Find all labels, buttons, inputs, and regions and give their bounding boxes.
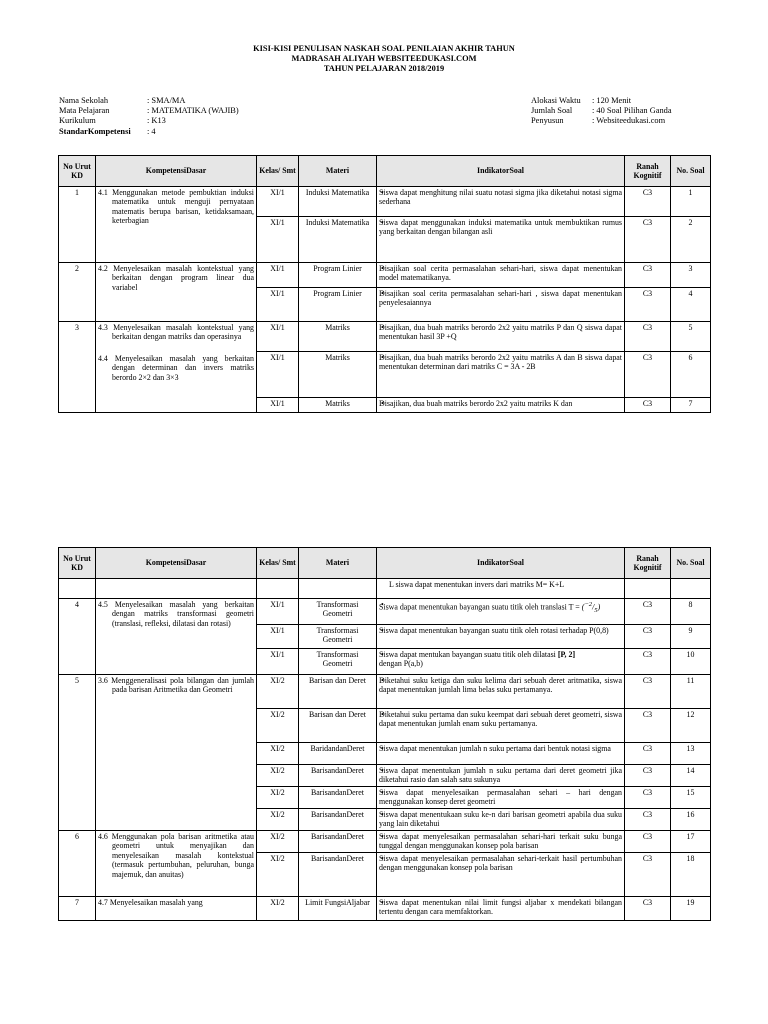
ranah-cell: C3 xyxy=(625,398,671,413)
materi-cell: BarisandanDeret xyxy=(299,831,377,853)
title-line-3: TAHUN PELAJARAN 2018/2019 xyxy=(323,64,445,73)
materi-cell: Transformasi Geometri xyxy=(299,649,377,675)
nosoal-cell: 10 xyxy=(671,649,711,675)
ranah-cell: C3 xyxy=(625,809,671,831)
nosoal-cell: 15 xyxy=(671,787,711,809)
materi-cell: Barisan dan Deret xyxy=(299,675,377,709)
info-row-duration: Alokasi Waktu : 120 Menit xyxy=(531,96,632,105)
info-row-author: Penyusun : Websiteedukasi.com xyxy=(531,116,666,126)
kd-text: 4.7 Menyelesaikan masalah yang xyxy=(96,897,257,921)
nosoal-cell: 13 xyxy=(671,743,711,765)
indikator-cell: • Diketahui suku pertama dan suku keempat dari sebuah deret geometri, siswa dapat menentukan jumlah enam suku pertamanya. xyxy=(377,709,625,743)
kd-text: 3.6 Menggeneralisasi pola bilangan dan jumlah pada barisan Aritmetika dan Geometri xyxy=(96,675,257,831)
dilation-matrix: [P, 2] xyxy=(557,650,576,659)
materi-cell: Transformasi Geometri xyxy=(299,625,377,649)
indikator-cell: • Siswa dapat menentukan bayangan suatu titik oleh rotasi terhadap P(0,8) xyxy=(377,625,625,649)
nosoal-cell: 2 xyxy=(671,217,711,263)
indikator-cell: • Disajikan, dua buah matriks berordo 2x2 yaitu matriks A dan B siswa dapat menentukan determinan dari matriks C = 3A - 2B xyxy=(377,352,625,398)
kd-number: 7 xyxy=(59,897,96,921)
col-header-indikator: IndikatorSoal xyxy=(377,156,625,187)
table-row xyxy=(59,263,711,288)
nosoal-cell: 7 xyxy=(671,398,711,413)
materi-cell: Program Linier xyxy=(299,263,377,288)
kd-number: 4 xyxy=(59,599,96,675)
grid-table-page-2 xyxy=(58,547,711,921)
kd-text: 4.3 Menyelesaikan masalah kontekstual yang berkaitan dengan matriks dan operasinya 4.4 Menyelesaikan masalah yang berkaitan dengan determinan dan invers matriks berordo 2×2 dan 3×3 xyxy=(96,322,257,413)
col-header-materi: Materi xyxy=(299,156,377,187)
table-row xyxy=(59,897,711,921)
col-header-kelas: Kelas/ Smt xyxy=(257,548,299,579)
table-row xyxy=(59,187,711,217)
kelas-cell: XI/1 xyxy=(257,625,299,649)
ranah-cell: C3 xyxy=(625,352,671,398)
materi-cell: Barisan dan Deret xyxy=(299,709,377,743)
exam-info xyxy=(531,96,672,127)
indikator-cell: • Siswa dapat menentukan bayangan suatu titik oleh translasi $T = (^{-2}/_5)$ xyxy=(377,599,625,625)
col-header-ranah: Ranah Kognitif xyxy=(625,548,671,579)
school-info xyxy=(59,96,239,137)
kd-text: 4.6 Menggunakan pola barisan aritmetika atau geometri untuk menyajikan dan menyelesaikan masalah kontekstual (termasuk pertumbuhan, peluruhan, bunga majemuk, dan anuitas) xyxy=(96,831,257,897)
table-row xyxy=(59,831,711,853)
nosoal-cell: 8 xyxy=(671,599,711,625)
kelas-cell: XI/1 xyxy=(257,217,299,263)
indikator-cell: • Siswa dapat menentukan jumlah n suku pertama dari bentuk notasi sigma xyxy=(377,743,625,765)
kelas-cell: XI/2 xyxy=(257,897,299,921)
ranah-cell: C3 xyxy=(625,322,671,352)
nosoal-cell: 18 xyxy=(671,853,711,897)
materi-cell: BarisandanDeret xyxy=(299,809,377,831)
kelas-cell: XI/2 xyxy=(257,709,299,743)
col-header-kd: KompetensiDasar xyxy=(96,548,257,579)
ranah-cell: C3 xyxy=(625,649,671,675)
ranah-cell: C3 xyxy=(625,288,671,322)
kd-text: 4.2 Menyelesaikan masalah kontekstual yang berkaitan dengan program linear dua variabel xyxy=(96,263,257,322)
indikator-cell: • Siswa dapat menentukan nilai limit fungsi aljabar x mendekati bilangan tertentu dengan cara memfaktorkan. xyxy=(377,897,625,921)
col-header-nosoal: No. Soal xyxy=(671,156,711,187)
indikator-cell: • Siswa dapat mentukan bayangan suatu titik oleh dilatasi [P, 2] dengan P(a,b) xyxy=(377,649,625,675)
indikator-cell: • Siswa dapat menggunakan induksi matematika untuk membuktikan rumus yang berkaitan dengan bilangan asli xyxy=(377,217,625,263)
ranah-cell: C3 xyxy=(625,599,671,625)
indikator-cell: • Disajikan, dua buah matriks berordo 2x2 yaitu matriks P dan Q siswa dapat menentukan hasil 3P +Q xyxy=(377,322,625,352)
kelas-cell: XI/1 xyxy=(257,288,299,322)
nosoal-cell: 4 xyxy=(671,288,711,322)
indikator-cell: • Disajikan soal cerita permasalahan sehari-hari , siswa dapat menentukan penyelesaiannya xyxy=(377,288,625,322)
ranah-cell: C3 xyxy=(625,831,671,853)
nosoal-cell: 11 xyxy=(671,675,711,709)
ranah-cell: C3 xyxy=(625,625,671,649)
kd-number: 2 xyxy=(59,263,96,322)
kelas-cell: XI/2 xyxy=(257,765,299,787)
title-line-2: MADRASAH ALIYAH WEBSITEEDUKASI.COM xyxy=(291,54,477,63)
indikator-cell: • Diketahui suku ketiga dan suku kelima dari sebuah deret aritmatika, siswa dapat menentukan jumlah lima belas suku pertamanya. xyxy=(377,675,625,709)
col-header-indikator: IndikatorSoal xyxy=(377,548,625,579)
table-row xyxy=(59,599,711,625)
indikator-cell: • Siswa dapat menentukan jumlah n suku pertama dari deret geometri jika diketahui rasio dan salah satu sukunya xyxy=(377,765,625,787)
info-row-school: Nama Sekolah : SMA/MA xyxy=(59,96,186,105)
materi-cell: Transformasi Geometri xyxy=(299,599,377,625)
nosoal-cell: 12 xyxy=(671,709,711,743)
table-header-row xyxy=(59,548,711,579)
nosoal-cell: 3 xyxy=(671,263,711,288)
kelas-cell: XI/2 xyxy=(257,809,299,831)
table-header-row xyxy=(59,156,711,187)
ranah-cell: C3 xyxy=(625,675,671,709)
nosoal-cell: 17 xyxy=(671,831,711,853)
materi-cell: BaridandanDeret xyxy=(299,743,377,765)
indikator-cell: • Siswa dapat menyelesaikan permasalahan sehari-hari terkait suku bunga tunggal dengan menggunakan konsep pola barisan xyxy=(377,831,625,853)
kd-number: 6 xyxy=(59,831,96,897)
kelas-cell: XI/1 xyxy=(257,322,299,352)
ranah-cell: C3 xyxy=(625,853,671,897)
kelas-cell: XI/2 xyxy=(257,853,299,897)
nosoal-cell: 14 xyxy=(671,765,711,787)
nosoal-cell: 6 xyxy=(671,352,711,398)
nosoal-cell: 19 xyxy=(671,897,711,921)
kelas-cell: XI/1 xyxy=(257,263,299,288)
kelas-cell: XI/2 xyxy=(257,787,299,809)
kelas-cell: XI/1 xyxy=(257,649,299,675)
info-row-subject: Mata Pelajaran : MATEMATIKA (WAJIB) xyxy=(59,106,239,116)
col-header-materi: Materi xyxy=(299,548,377,579)
nosoal-cell: 16 xyxy=(671,809,711,831)
kd-number: 5 xyxy=(59,675,96,831)
ranah-cell: C3 xyxy=(625,263,671,288)
col-header-kd: KompetensiDasar xyxy=(96,156,257,187)
kelas-cell: XI/1 xyxy=(257,599,299,625)
translation-vector: $(^{-2}/_5)$ xyxy=(581,601,601,615)
col-header-ranah: Ranah Kognitif xyxy=(625,156,671,187)
ranah-cell: C3 xyxy=(625,709,671,743)
ranah-cell: C3 xyxy=(625,787,671,809)
kd-number: 1 xyxy=(59,187,96,263)
grid-table-page-1 xyxy=(58,155,711,413)
kd-number: 3 xyxy=(59,322,96,413)
kelas-cell: XI/1 xyxy=(257,398,299,413)
col-header-no: No Urut KD xyxy=(59,548,96,579)
document-title xyxy=(0,44,768,74)
indikator-cell: • Siswa dapat menghitung nilai suatu notasi sigma jika diketahui notasi sigma sederhana xyxy=(377,187,625,217)
indikator-cell: • Siswa dapat menyelesaikan permasalahan sehari – hari dengan menggunakan konsep deret geometri xyxy=(377,787,625,809)
materi-cell: Limit FungsiAljabar xyxy=(299,897,377,921)
info-row-question-count: Jumlah Soal : 40 Soal Pilihan Ganda xyxy=(531,106,672,116)
rotation-point: P(0,8) xyxy=(589,626,609,635)
kd-text: 4.5 Menyelesaikan masalah yang berkaitan dengan matriks transformasi geometri (translasi, refleksi, dilatasi dan rotasi) xyxy=(96,599,257,675)
kelas-cell: XI/2 xyxy=(257,743,299,765)
table-row xyxy=(59,322,711,352)
indikator-cell: • Disajikan, dua buah matriks berordo 2x2 yaitu matriks K dan xyxy=(377,398,625,413)
ranah-cell: C3 xyxy=(625,743,671,765)
nosoal-cell: 5 xyxy=(671,322,711,352)
table-row xyxy=(59,579,711,599)
materi-cell: Matriks xyxy=(299,352,377,398)
indikator-continuation: L siswa dapat menentukan invers dari matriks M= K+L xyxy=(377,579,625,599)
kelas-cell: XI/2 xyxy=(257,831,299,853)
kd-text: 4.1 Menggunakan metode pembuktian induksi matematika untuk menguji pernyataan matematis berupa barisan, ketidaksamaan, keterbagian xyxy=(96,187,257,263)
materi-cell: BarisandanDeret xyxy=(299,853,377,897)
table-row xyxy=(59,675,711,709)
nosoal-cell: 9 xyxy=(671,625,711,649)
col-header-no: No Urut KD xyxy=(59,156,96,187)
kelas-cell: XI/2 xyxy=(257,675,299,709)
indikator-cell: • Siswa dapat menyelesaikan permasalahan sehari-terkait hasil pertumbuhan dengan menggunakan konsep pola barisan xyxy=(377,853,625,897)
ranah-cell: C3 xyxy=(625,765,671,787)
info-row-competency: StandarKompetensi : 4 xyxy=(59,126,156,136)
col-header-nosoal: No. Soal xyxy=(671,548,711,579)
materi-cell: Matriks xyxy=(299,322,377,352)
info-row-curriculum: Kurikulum : K13 xyxy=(59,116,166,126)
ranah-cell: C3 xyxy=(625,187,671,217)
title-line-1: KISI-KISI PENULISAN NASKAH SOAL PENILAIAN AKHIR TAHUN xyxy=(253,44,515,53)
indikator-cell: • Siswa dapat menentukaan suku ke-n dari barisan geometri apabila dua suku yang lain diketahui xyxy=(377,809,625,831)
materi-cell: Induksi Matematika xyxy=(299,217,377,263)
materi-cell: BarisandanDeret xyxy=(299,765,377,787)
kelas-cell: XI/1 xyxy=(257,187,299,217)
materi-cell: BarisandanDeret xyxy=(299,787,377,809)
col-header-kelas: Kelas/ Smt xyxy=(257,156,299,187)
materi-cell: Induksi Matematika xyxy=(299,187,377,217)
ranah-cell: C3 xyxy=(625,897,671,921)
indikator-cell: • Disajikan soal cerita permasalahan sehari-hari, siswa dapat menentukan model matematikanya. xyxy=(377,263,625,288)
nosoal-cell: 1 xyxy=(671,187,711,217)
ranah-cell: C3 xyxy=(625,217,671,263)
kelas-cell: XI/1 xyxy=(257,352,299,398)
materi-cell: Matriks xyxy=(299,398,377,413)
materi-cell: Program Linier xyxy=(299,288,377,322)
